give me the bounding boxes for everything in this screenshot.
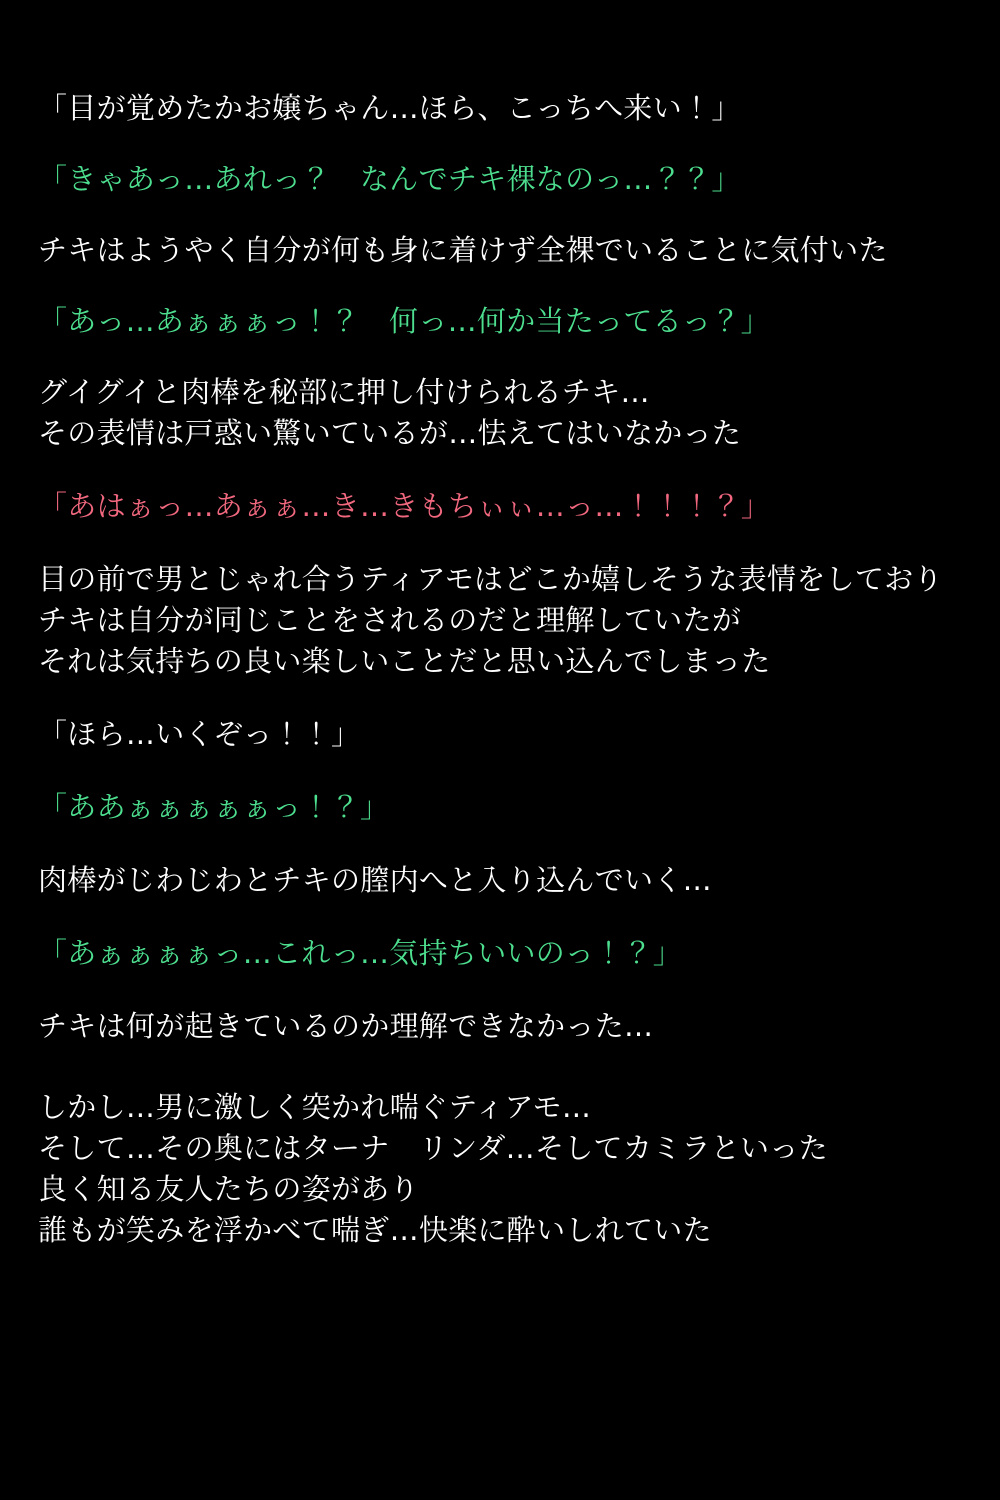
story-line: 良く知る友人たちの姿があり: [38, 1172, 419, 1206]
story-line: 「ああぁぁぁぁぁっ！？」: [38, 790, 390, 824]
text-block: [38, 1006, 960, 1047]
story-line: チキは自分が同じことをされるのだと理解していたが: [38, 603, 742, 637]
story-line: 「目が覚めたかお嬢ちゃん…ほら、こっちへ来い！」: [38, 91, 741, 125]
story-line: 「きゃあっ…あれっ？ なんでチキ裸なのっ…？？」: [38, 162, 741, 196]
story-line: チキは何が起きているのか理解できなかった…: [38, 1009, 654, 1043]
story-line: その表情は戸惑い驚いているが…怯えてはいなかった: [38, 416, 742, 450]
text-block: [38, 486, 960, 527]
text-block: [38, 787, 960, 828]
text-block: [38, 372, 960, 454]
story-line: そして…その奥にはターナ リンダ…そしてカミラといった: [38, 1131, 828, 1165]
story-line: 「ほら…いくぞっ！！」: [38, 717, 361, 751]
text-block: [38, 860, 960, 901]
story-line: それは気持ちの良い楽しいことだと思い込んでしまった: [38, 644, 771, 678]
story-line: 目の前で男とじゃれ合うティアモはどこか嬉しそうな表情をしており: [38, 562, 943, 596]
text-block: [38, 159, 960, 200]
text-block: [38, 301, 960, 342]
story-line: 肉棒がじわじわとチキの膣内へと入り込んでいく…: [38, 863, 712, 897]
text-block: [38, 88, 960, 129]
story-line: 「あぁぁぁぁっ…これっ…気持ちいいのっ！？」: [38, 936, 683, 970]
text-block: [38, 230, 960, 271]
text-block: [38, 714, 960, 755]
story-line: 「あっ…あぁぁぁっ！？ 何っ…何か当たってるっ？」: [38, 304, 770, 338]
story-line: チキはようやく自分が何も身に着けず全裸でいることに気付いた: [38, 233, 888, 267]
text-block: [38, 933, 960, 974]
text-block: [38, 1087, 960, 1251]
text-block: [38, 559, 960, 682]
story-line: 誰もが笑みを浮かべて喘ぎ…快楽に酔いしれていた: [38, 1213, 712, 1247]
story-line: グイグイと肉棒を秘部に押し付けられるチキ…: [38, 375, 650, 409]
story-line: 「あはぁっ…あぁぁ…き…きもちぃぃ…っ…！！！？」: [38, 489, 771, 523]
story-line: しかし…男に激しく突かれ喘ぐティアモ…: [38, 1090, 592, 1124]
